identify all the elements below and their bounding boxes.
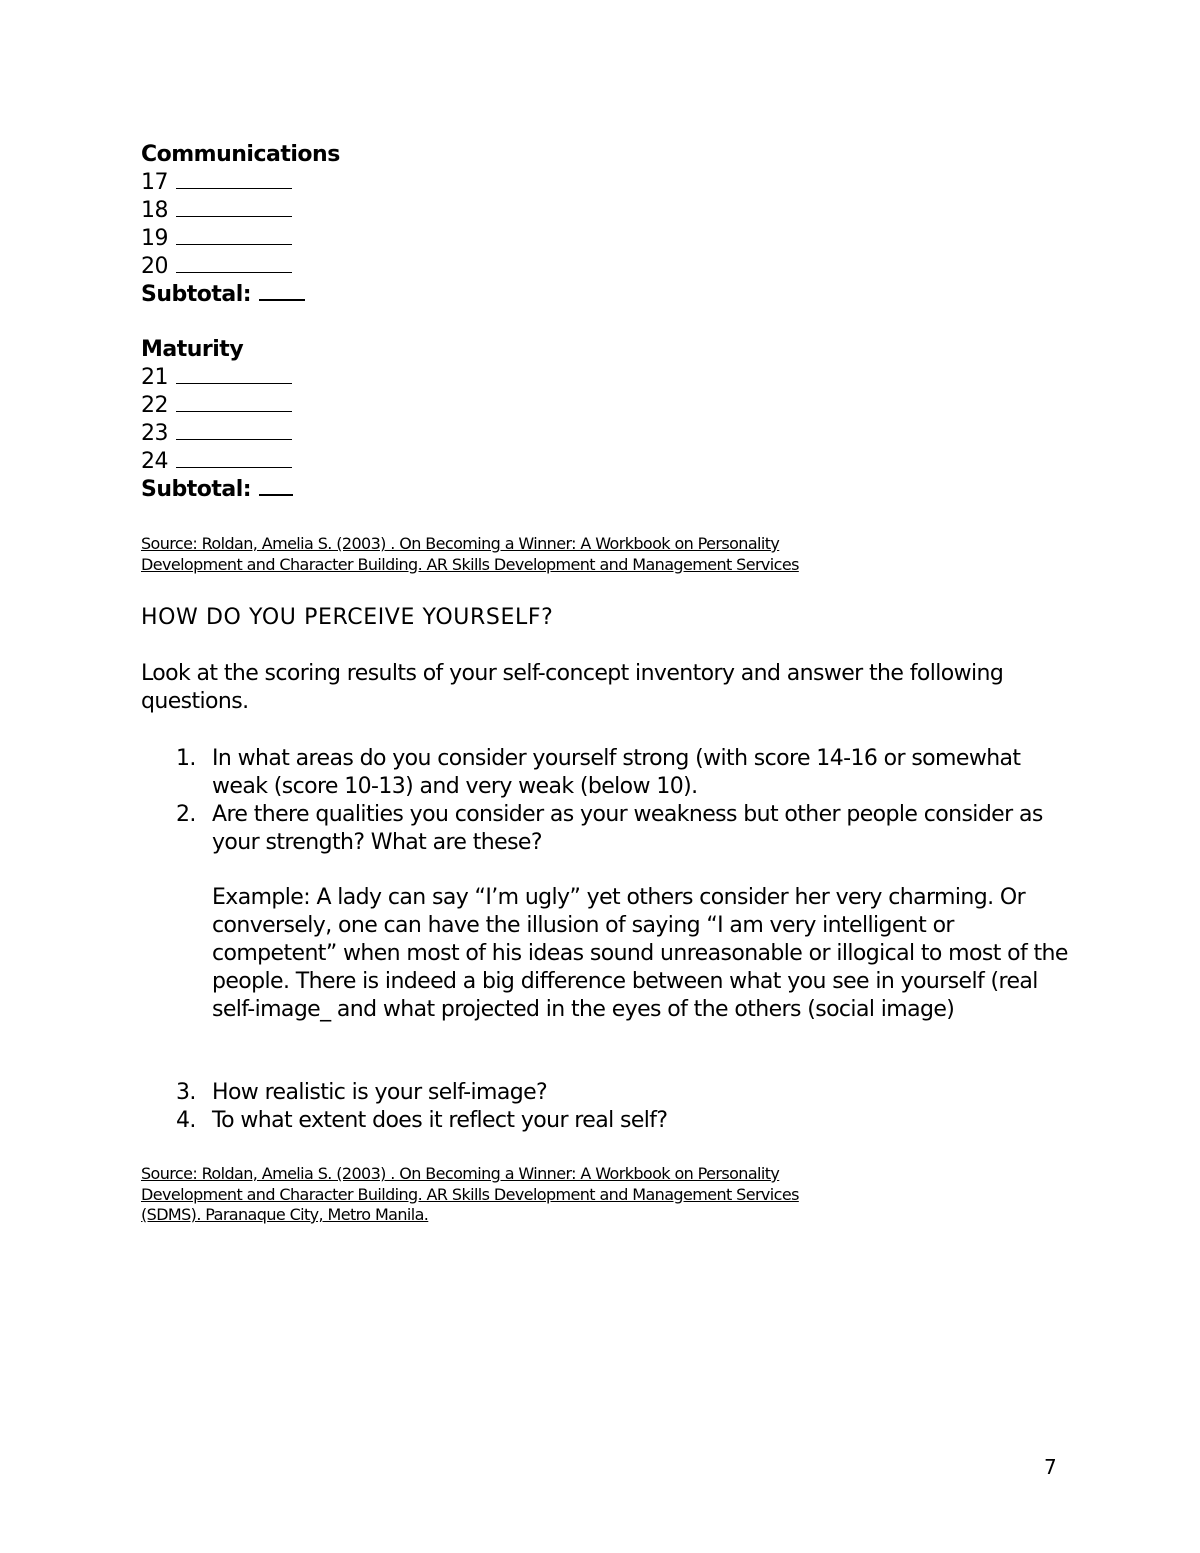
score-line-17: 17 — [141, 169, 340, 197]
subtotal-blank — [259, 281, 305, 301]
score-line-18: 18 — [141, 197, 340, 225]
source-citation-1: Source: Roldan, Amelia S. (2003) . On Becoming a Winner: A Workbook on Personality Development and Character Building. AR Skills Development and Management Services — [141, 534, 799, 574]
page-number: 7 — [1044, 1455, 1057, 1479]
score-blank — [176, 449, 292, 468]
intro-paragraph: Look at the scoring results of your self-concept inventory and answer the following questions. — [141, 661, 1004, 714]
section-title: HOW DO YOU PERCEIVE YOURSELF? — [141, 605, 554, 630]
source-citation-2: Source: Roldan, Amelia S. (2003) . On Becoming a Winner: A Workbook on Personality Development and Character Building. AR Skills Development and Management Services (SDMS). Paranaque City, Metro Manila. — [141, 1164, 799, 1224]
score-line-22: 22 — [141, 392, 293, 420]
score-blank — [176, 393, 292, 412]
score-line-23: 23 — [141, 420, 293, 448]
question-item: 1. In what areas do you consider yourself strong (with score 14-16 or somewhat weak (score 10-13) and very weak (below 10). — [176, 746, 1021, 799]
example-paragraph: Example: A lady can say “I’m ugly” yet others consider her very charming. Or conversely, one can have the illusion of saying “I am very intelligent or competent” when most of his ideas sound unreasonable or illogical to most of the people. There is indeed a big difference between what you see in yourself (real self-image_ and what projected in the eyes of the others (social image) — [212, 885, 1068, 1022]
score-line-19: 19 — [141, 225, 340, 253]
question-item: 2. Are there qualities you consider as your weakness but other people consider as your strength? What are these? — [176, 802, 1043, 855]
question-item: 4. To what extent does it reflect your real self? — [176, 1108, 668, 1133]
maturity-section — [141, 336, 293, 504]
communications-section — [141, 141, 340, 309]
score-blank — [176, 170, 292, 189]
score-blank — [176, 365, 292, 384]
score-line-20: 20 — [141, 253, 340, 281]
communications-subtotal: Subtotal: — [141, 281, 340, 309]
question-list — [141, 745, 1072, 857]
communications-heading: Communications — [141, 142, 340, 167]
maturity-heading: Maturity — [141, 337, 244, 362]
subtotal-blank — [259, 476, 293, 496]
score-blank — [176, 421, 292, 440]
maturity-subtotal: Subtotal: — [141, 476, 293, 504]
score-blank — [176, 254, 292, 273]
question-item: 3. How realistic is your self-image? — [176, 1080, 548, 1105]
score-blank — [176, 226, 292, 245]
score-line-21: 21 — [141, 364, 293, 392]
score-line-24: 24 — [141, 448, 293, 476]
question-list-continued — [141, 1079, 1072, 1135]
score-blank — [176, 198, 292, 217]
